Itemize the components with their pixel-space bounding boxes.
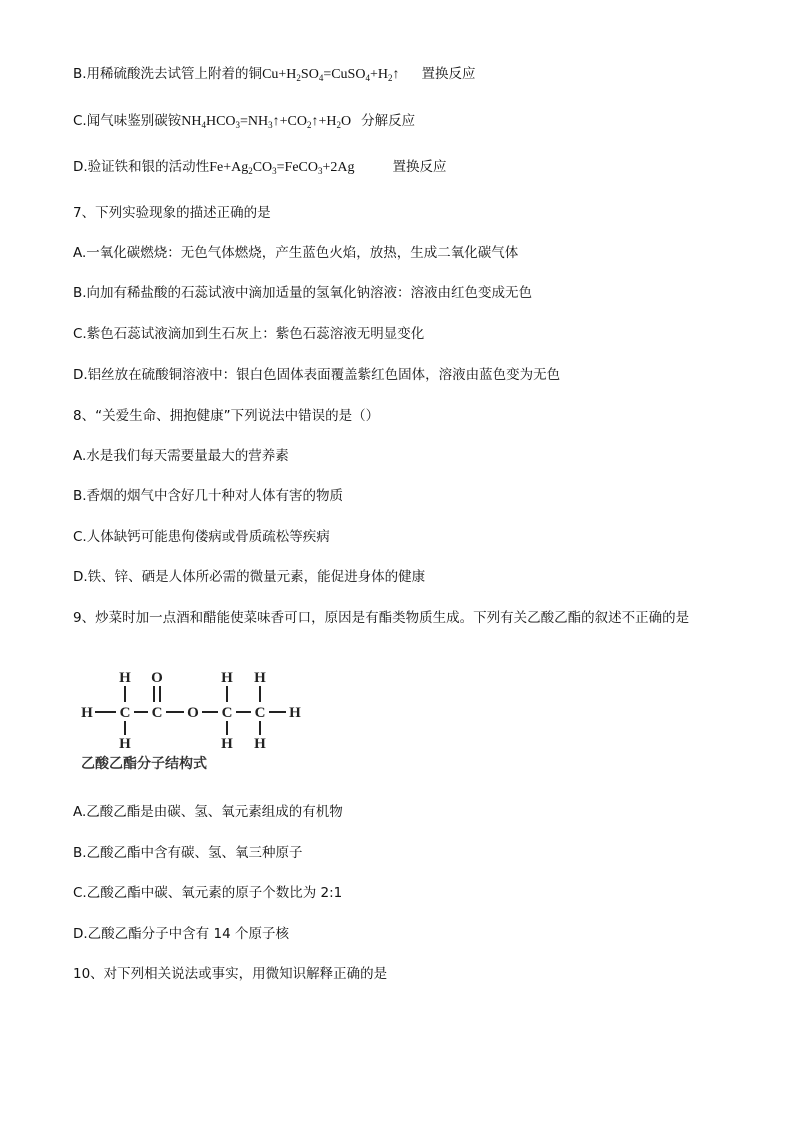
atom: H	[119, 736, 131, 752]
atom: H	[221, 736, 233, 752]
q9-stem: 9、炒菜时加一点酒和醋能使菜味香可口，原因是有酯类物质生成。下列有关乙酸乙酯的叙述不正确的是	[73, 610, 690, 626]
q8-stem: 8、“关爱生命、拥抱健康”下列说法中错误的是（）	[73, 408, 380, 424]
atom: O	[187, 705, 199, 721]
q8-option-b: B.香烟的烟气中含好几十种对人体有害的物质	[73, 488, 344, 504]
atom: H	[254, 736, 266, 752]
q6-option-c: C.闻气味鉴别碳铵$NH_4HCO_3=NH_3↑+CO_2↑+H_2O$ 分解反应	[73, 113, 416, 130]
q8-option-c: C.人体缺钙可能患佝偻病或骨质疏松等疾病	[73, 529, 330, 545]
reaction-type: 置换反应	[421, 66, 476, 82]
structural-formula	[73, 660, 323, 778]
atom: C	[119, 705, 131, 721]
q7-option-b: B.向加有稀盐酸的石蕊试液中滴加适量的氢氧化钠溶液：溶液由红色变成无色	[73, 285, 533, 301]
q9-option-c: C.乙酸乙酯中碳、氧元素的原子个数比为 2:1	[73, 885, 343, 901]
q7-option-d: D.铝丝放在硫酸铜溶液中：银白色固体表面覆盖紫红色固体，溶液由蓝色变为无色	[73, 367, 561, 383]
q8-option-a: A.水是我们每天需要量最大的营养素	[73, 448, 289, 464]
q9-option-b: B.乙酸乙酯中含有碳、氢、氧三种原子	[73, 845, 303, 861]
q8-option-d: D.铁、锌、硒是人体所必需的微量元素，能促进身体的健康	[73, 569, 426, 585]
atom: H	[221, 670, 233, 686]
q9-option-a: A.乙酸乙酯是由碳、氢、氧元素组成的有机物	[73, 804, 343, 820]
q7-option-c: C.紫色石蕊试液滴加到生石灰上：紫色石蕊溶液无明显变化	[73, 326, 425, 342]
equation: $Fe+Ag_2CO_3=FeCO_3+2Ag$	[209, 160, 355, 176]
figure-caption: 乙酸乙酯分子结构式	[81, 756, 207, 772]
atom: H	[289, 705, 301, 721]
q6-option-d: D.验证铁和银的活动性$Fe+Ag_2CO_3=FeCO_3+2Ag$ 置换反应	[73, 159, 447, 176]
q10-stem: 10、对下列相关说法或事实，用微知识解释正确的是	[73, 966, 388, 982]
equation: $NH_4HCO_3=NH_3↑+CO_2↑+H_2O$	[181, 114, 352, 130]
equation: $Cu+H_2SO_4=CuSO_4+H_2↑$	[262, 67, 400, 83]
q7-option-a: A.一氧化碳燃烧：无色气体燃烧，产生蓝色火焰，放热，生成二氧化碳气体	[73, 245, 519, 261]
atom: C	[221, 705, 233, 721]
atom: H	[81, 705, 93, 721]
reaction-type: 置换反应	[392, 159, 447, 175]
ethyl-acetate-structure-figure	[73, 660, 323, 778]
atom: C	[151, 705, 163, 721]
reaction-type: 分解反应	[361, 113, 416, 129]
q6-option-b: B.用稀硫酸洗去试管上附着的铜$Cu+H_2SO_4=CuSO_4+H_2↑$ 置换反应	[73, 66, 476, 83]
q7-stem: 7、下列实验现象的描述正确的是	[73, 205, 271, 221]
atom: O	[151, 670, 163, 686]
atom: H	[254, 670, 266, 686]
atom: C	[254, 705, 266, 721]
atom: H	[119, 670, 131, 686]
q9-option-d: D.乙酸乙酯分子中含有 14 个原子核	[73, 926, 289, 942]
